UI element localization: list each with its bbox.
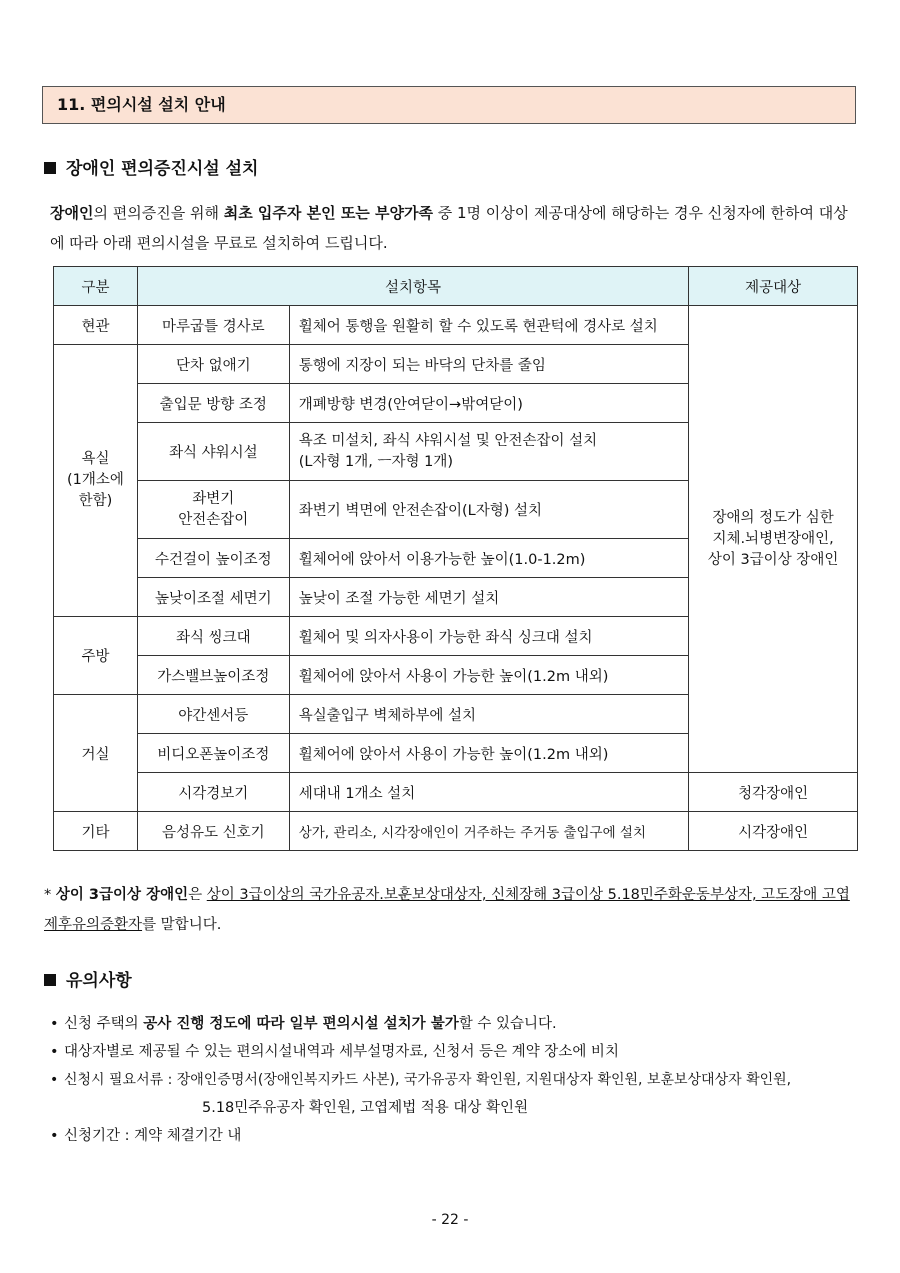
header-category: 구분 bbox=[54, 267, 138, 306]
desc-cell: 휠체어 및 의자사용이 가능한 좌식 싱크대 설치 bbox=[289, 617, 688, 656]
notes-list bbox=[50, 1010, 870, 1150]
heading-notes: 유의사항 bbox=[44, 966, 132, 991]
bullet-icon: • bbox=[50, 1072, 59, 1088]
desc-cell: 휠체어에 앉아서 이용가능한 높이(1.0-1.2m) bbox=[289, 539, 688, 578]
target-cell: 시각장애인 bbox=[689, 812, 858, 851]
desc-cell: 개폐방향 변경(안여닫이→밖여닫이) bbox=[289, 384, 688, 423]
desc-cell: 세대내 1개소 설치 bbox=[289, 773, 688, 812]
item-cell: 수건걸이 높이조정 bbox=[137, 539, 289, 578]
intro-paragraph: 장애인의 편의증진을 위해 최초 입주자 본인 또는 부양가족 중 1명 이상이 제공대상에 해당하는 경우 신청자에 한하여 대상에 따라 아래 편의시설을 무료로 설치하여 드립니다. bbox=[50, 204, 848, 252]
section-title: 11. 편의시설 설치 안내 bbox=[42, 86, 856, 124]
list-item: • 신청 주택의 공사 진행 정도에 따라 일부 편의시설 설치가 불가할 수 있습니다. bbox=[50, 1010, 870, 1038]
footnote: * 상이 3급이상 장애인은 상이 3급이상의 국가유공자.보훈보상대상자, 신체장해 3급이상 5.18민주화운동부상자, 고도장애 고엽제후유의증환자를 말합니다. bbox=[44, 887, 850, 933]
bullet-icon: • bbox=[50, 1044, 59, 1060]
item-cell: 출입문 방향 조정 bbox=[137, 384, 289, 423]
target-cell: 청각장애인 bbox=[689, 773, 858, 812]
desc-cell: 욕조 미설치, 좌식 샤워시설 및 안전손잡이 설치 (L자형 1개, ㅡ자형 1개) bbox=[289, 423, 688, 481]
group-cell: 욕실 (1개소에 한함) bbox=[54, 345, 138, 617]
group-cell: 현관 bbox=[54, 306, 138, 345]
group-cell: 기타 bbox=[54, 812, 138, 851]
item-cell: 단차 없애기 bbox=[137, 345, 289, 384]
list-item-continuation: 5.18민주유공자 확인원, 고엽제법 적용 대상 확인원 bbox=[202, 1100, 529, 1116]
item-cell: 음성유도 신호기 bbox=[137, 812, 289, 851]
desc-cell: 상가, 관리소, 시각장애인이 거주하는 주거동 출입구에 설치 bbox=[289, 812, 688, 851]
desc-cell: 휠체어에 앉아서 사용이 가능한 높이(1.2m 내외) bbox=[289, 734, 688, 773]
square-bullet-icon bbox=[44, 974, 56, 986]
bullet-icon: • bbox=[50, 1128, 59, 1144]
item-cell: 마루굽틀 경사로 bbox=[137, 306, 289, 345]
item-cell: 높낮이조절 세면기 bbox=[137, 578, 289, 617]
item-cell: 시각경보기 bbox=[137, 773, 289, 812]
group-cell: 거실 bbox=[54, 695, 138, 812]
desc-cell: 욕실출입구 벽체하부에 설치 bbox=[289, 695, 688, 734]
item-cell: 좌변기 안전손잡이 bbox=[137, 481, 289, 539]
item-cell: 야간센서등 bbox=[137, 695, 289, 734]
list-item: • 신청기간 : 계약 체결기간 내 bbox=[50, 1122, 870, 1150]
facilities-table bbox=[53, 266, 858, 851]
desc-cell: 통행에 지장이 되는 바닥의 단차를 줄임 bbox=[289, 345, 688, 384]
list-item: • 대상자별로 제공될 수 있는 편의시설내역과 세부설명자료, 신청서 등은 계약 장소에 비치 bbox=[50, 1038, 870, 1066]
desc-cell: 좌변기 벽면에 안전손잡이(L자형) 설치 bbox=[289, 481, 688, 539]
page-number: - 22 - bbox=[431, 1212, 469, 1228]
table-row bbox=[54, 812, 858, 851]
item-cell: 비디오폰높이조정 bbox=[137, 734, 289, 773]
item-cell: 좌식 샤워시설 bbox=[137, 423, 289, 481]
table-row bbox=[54, 773, 858, 812]
heading-facilities: 장애인 편의증진시설 설치 bbox=[44, 154, 258, 179]
header-target: 제공대상 bbox=[689, 267, 858, 306]
desc-cell: 휠체어 통행을 원활히 할 수 있도록 현관턱에 경사로 설치 bbox=[289, 306, 688, 345]
list-item: • 신청시 필요서류 : 장애인증명서(장애인복지카드 사본), 국가유공자 확인원, 지원대상자 확인원, 보훈보상대상자 확인원, bbox=[50, 1066, 870, 1094]
table-row bbox=[54, 306, 858, 345]
item-cell: 좌식 씽크대 bbox=[137, 617, 289, 656]
target-cell: 장애의 정도가 심한 지체.뇌병변장애인, 상이 3급이상 장애인 bbox=[689, 306, 858, 773]
desc-cell: 휠체어에 앉아서 사용이 가능한 높이(1.2m 내외) bbox=[289, 656, 688, 695]
bullet-icon: • bbox=[50, 1016, 59, 1032]
desc-cell: 높낮이 조절 가능한 세면기 설치 bbox=[289, 578, 688, 617]
header-item: 설치항목 bbox=[137, 267, 688, 306]
group-cell: 주방 bbox=[54, 617, 138, 695]
square-bullet-icon bbox=[44, 162, 56, 174]
table-header-row bbox=[54, 267, 858, 306]
item-cell: 가스밸브높이조정 bbox=[137, 656, 289, 695]
